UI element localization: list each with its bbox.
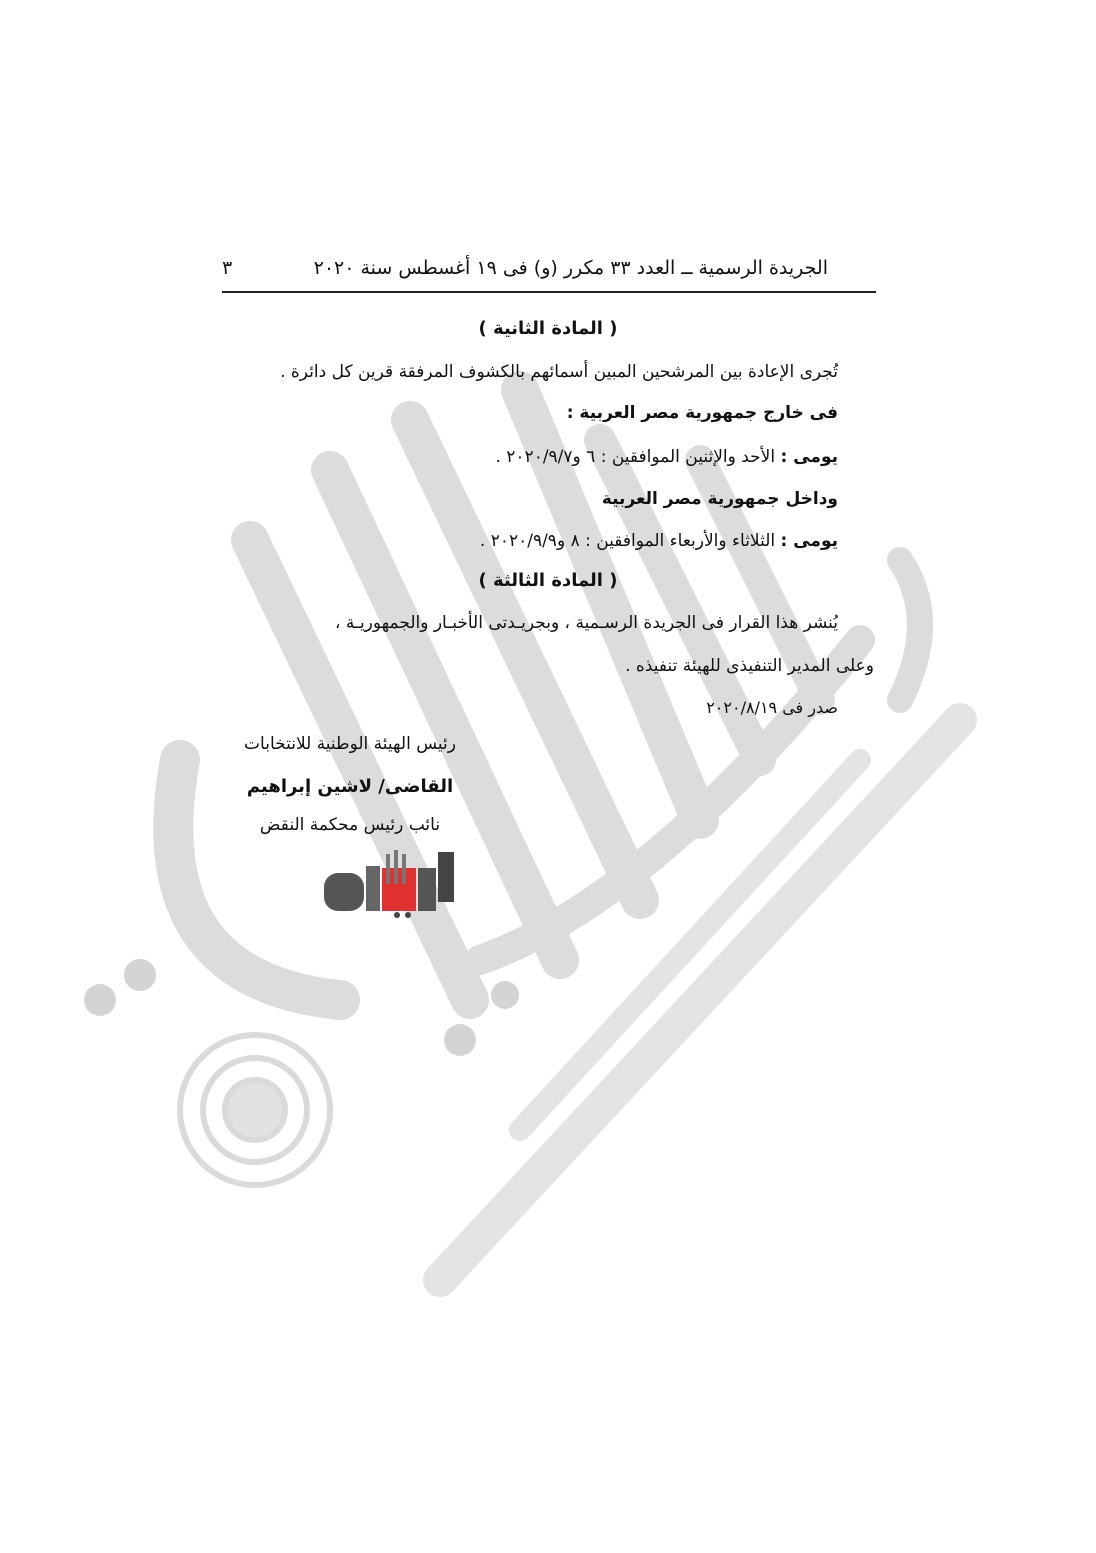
- header-rule: [222, 291, 876, 293]
- signature-position: نائب رئيس محكمة النقض: [259, 815, 441, 835]
- article-3-heading: ( المادة الثالثة ): [478, 570, 618, 591]
- article-2-heading: ( المادة الثانية ): [478, 318, 618, 339]
- inside-egypt-days: [480, 531, 838, 551]
- running-header: الجريدة الرسمية ــ العدد ٣٣ مكرر (و) فى ١٩ أغسطس سنة ٢٠٢٠: [313, 257, 828, 279]
- signature-name: القاضى/ لاشين إبراهيم: [246, 776, 454, 797]
- days-text: الأحد والإثنين الموافقين : ٦ و٢٠٢٠/٩/٧ .: [495, 447, 776, 467]
- publisher-logo: [322, 848, 462, 918]
- outside-egypt-heading: فى خارج جمهورية مصر العربية :: [566, 403, 838, 423]
- days-text: الثلاثاء والأربعاء الموافقين : ٨ و٢٠٢٠/٩/٩ .: [479, 531, 776, 551]
- article-3-body-line2: وعلى المدير التنفيذى للهيئة تنفيذه .: [625, 656, 874, 676]
- outside-egypt-days: [495, 447, 838, 467]
- signature-title: رئيس الهيئة الوطنية للانتخابات: [244, 734, 456, 754]
- issued-date: صدر فى ٢٠٢٠/٨/١٩: [706, 698, 838, 717]
- days-label: يومى :: [780, 531, 838, 551]
- inside-egypt-heading: وداخل جمهورية مصر العربية: [601, 489, 838, 509]
- article-2-body: تُجرى الإعادة بين المرشحين المبين أسمائهم بالكشوف المرفقة قرين كل دائرة .: [280, 362, 838, 382]
- days-label: يومى :: [780, 447, 838, 467]
- article-3-body-line1: يُنشر هذا القرار فى الجريدة الرسـمية ، وبجريـدتى الأخبـار والجمهوريـة ،: [334, 613, 838, 633]
- page-number: ٣: [222, 257, 233, 279]
